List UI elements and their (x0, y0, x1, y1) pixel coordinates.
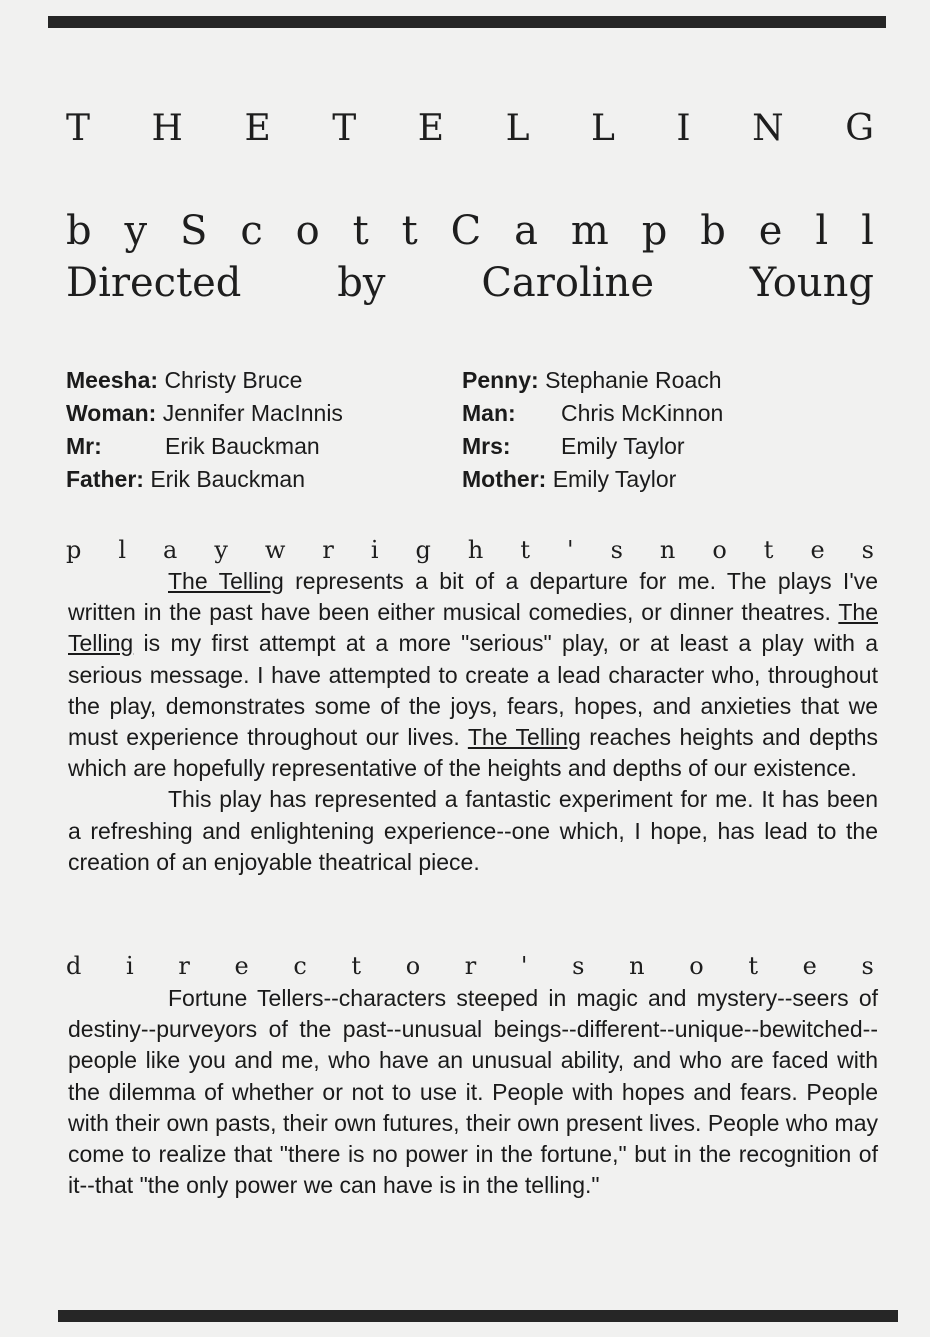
heading-letter: l (118, 536, 127, 564)
heading-letter: h (467, 536, 484, 564)
cast-column-right (462, 364, 722, 496)
directors-notes-paragraph: Fortune Tellers--characters steeped in magic and mystery--seers of destiny--purveyors of the past--unusual beings--different--unique--bewitched--people like you and me, who have an unusual ability, and who are faced with the dilemma of whether or not to use it. People with hopes and fears. People with their own pasts, their own futures, their own present lives. People who may come to realize that "there is no power in the fortune," but in the recognition of it--that "the only power we can have is in the telling." (68, 985, 878, 1199)
cast-actor: Stephanie Roach (545, 367, 722, 393)
heading-letter: p (66, 536, 82, 564)
director-word: Caroline (481, 260, 654, 306)
author-letter: b (700, 208, 726, 254)
author-letter: o (295, 208, 320, 254)
notes-text: represents a bit of a departure for me. The plays I've written in the past have been either musical comedies, or dinner theatres. (68, 568, 879, 626)
play-title-underlined: The Telling (168, 568, 284, 594)
heading-letter: e (810, 536, 825, 564)
play-title-underlined: The Telling (467, 724, 581, 751)
author-letter: e (758, 208, 783, 254)
playwrights-notes-body (68, 566, 878, 878)
directors-notes-heading (66, 952, 874, 980)
heading-letter: o (712, 536, 727, 564)
author-letter: p (641, 208, 668, 254)
cast-role: Man: (462, 400, 516, 426)
heading-letter: s (861, 952, 874, 980)
cast-actor: Jennifer MacInnis (162, 400, 343, 426)
heading-letter: t (763, 536, 774, 564)
author-letter: S (180, 208, 208, 254)
author-letter: C (450, 208, 482, 254)
heading-letter: e (802, 952, 817, 980)
heading-letter: ' (567, 536, 574, 564)
heading-letter: c (293, 952, 307, 980)
author-letter: l (861, 208, 874, 254)
heading-letter: a (163, 536, 178, 564)
title-letter: H (151, 108, 183, 149)
title-letter: T (332, 108, 357, 149)
playwrights-notes-paragraph: This play has represented a fantastic experiment for me. It has been a refreshing and enlightening experience--one which, I hope, has lead to the creation of an enjoyable theatrical piece. (68, 786, 878, 875)
playwrights-notes-heading (66, 536, 874, 564)
title-letter: T (66, 108, 91, 149)
cast-row (462, 463, 722, 496)
heading-letter: t (351, 952, 362, 980)
playwrights-notes-paragraph (68, 566, 878, 784)
heading-letter: d (66, 952, 82, 980)
heading-letter: o (689, 952, 704, 980)
cast-row (462, 430, 722, 463)
notes-text: reaches heights and depths which are hopefully representative of the heights and depths of our existence. (68, 724, 879, 782)
heading-letter: e (234, 952, 249, 980)
cast-row (66, 397, 343, 430)
cast-role: Father: (66, 466, 144, 492)
author-letter: a (514, 208, 538, 254)
bottom-rule (58, 1310, 898, 1322)
author-line (66, 208, 874, 254)
heading-letter: g (415, 536, 431, 564)
heading-letter: r (178, 952, 190, 980)
cast-actor: Chris McKinnon (561, 400, 724, 426)
cast-actor: Emily Taylor (561, 433, 685, 459)
heading-letter: s (861, 536, 874, 564)
cast-row (462, 364, 722, 397)
author-letter: m (570, 208, 609, 254)
cast-role: Mr: (66, 433, 102, 459)
director-word: by (337, 260, 386, 306)
play-title-underlined: The Telling (68, 599, 878, 657)
heading-letter: i (126, 952, 134, 980)
heading-letter: o (405, 952, 421, 980)
cast-row (462, 397, 722, 430)
cast-role: Woman: (66, 400, 157, 426)
title-letter: L (591, 108, 615, 149)
title-letter: N (752, 108, 784, 149)
cast-row (66, 463, 343, 496)
heading-letter: t (520, 536, 531, 564)
cast-row (66, 364, 343, 397)
cast-role: Mother: (462, 466, 547, 492)
heading-letter: w (264, 536, 286, 564)
cast-actor: Christy Bruce (164, 367, 303, 393)
director-word: Directed (66, 260, 242, 306)
heading-letter: t (748, 952, 758, 980)
notes-text: is my first attempt at a more "serious" play, or at least a play with a serious message. I have attempted to create a lead character who, throughout the play, demonstrates some of the joys, fears, hopes, and anxieties that we must experience throughout our lives. (68, 630, 878, 751)
heading-letter: ' (520, 952, 528, 980)
heading-letter: s (572, 952, 585, 980)
cast-actor: Erik Bauckman (150, 466, 306, 492)
cast-role: Penny: (462, 367, 539, 393)
directors-notes-body (68, 983, 878, 1201)
author-letter: y (124, 208, 148, 254)
cast-column-left (66, 364, 343, 496)
heading-letter: y (214, 536, 228, 564)
title-letter: G (845, 108, 874, 149)
author-letter: t (401, 208, 418, 254)
heading-letter: i (370, 536, 379, 564)
author-letter: l (815, 208, 829, 254)
cast-role: Meesha: (66, 367, 159, 393)
page-title (66, 108, 874, 149)
title-letter: E (417, 108, 445, 149)
title-letter: E (244, 108, 271, 149)
director-line (66, 260, 874, 306)
author-letter: t (352, 208, 369, 254)
heading-letter: r (322, 536, 334, 564)
author-letter: b (66, 208, 92, 254)
top-rule (48, 16, 886, 28)
title-letter: I (676, 108, 691, 149)
title-letter: L (505, 108, 530, 149)
heading-letter: s (610, 536, 623, 564)
cast-row (66, 430, 343, 463)
cast-actor: Erik Bauckman (165, 433, 320, 459)
director-word: Young (749, 260, 874, 306)
heading-letter: n (659, 536, 676, 564)
heading-letter: n (629, 952, 645, 980)
cast-role: Mrs: (462, 433, 511, 459)
cast-actor: Emily Taylor (552, 466, 677, 492)
author-letter: c (240, 208, 263, 254)
heading-letter: r (464, 952, 477, 980)
